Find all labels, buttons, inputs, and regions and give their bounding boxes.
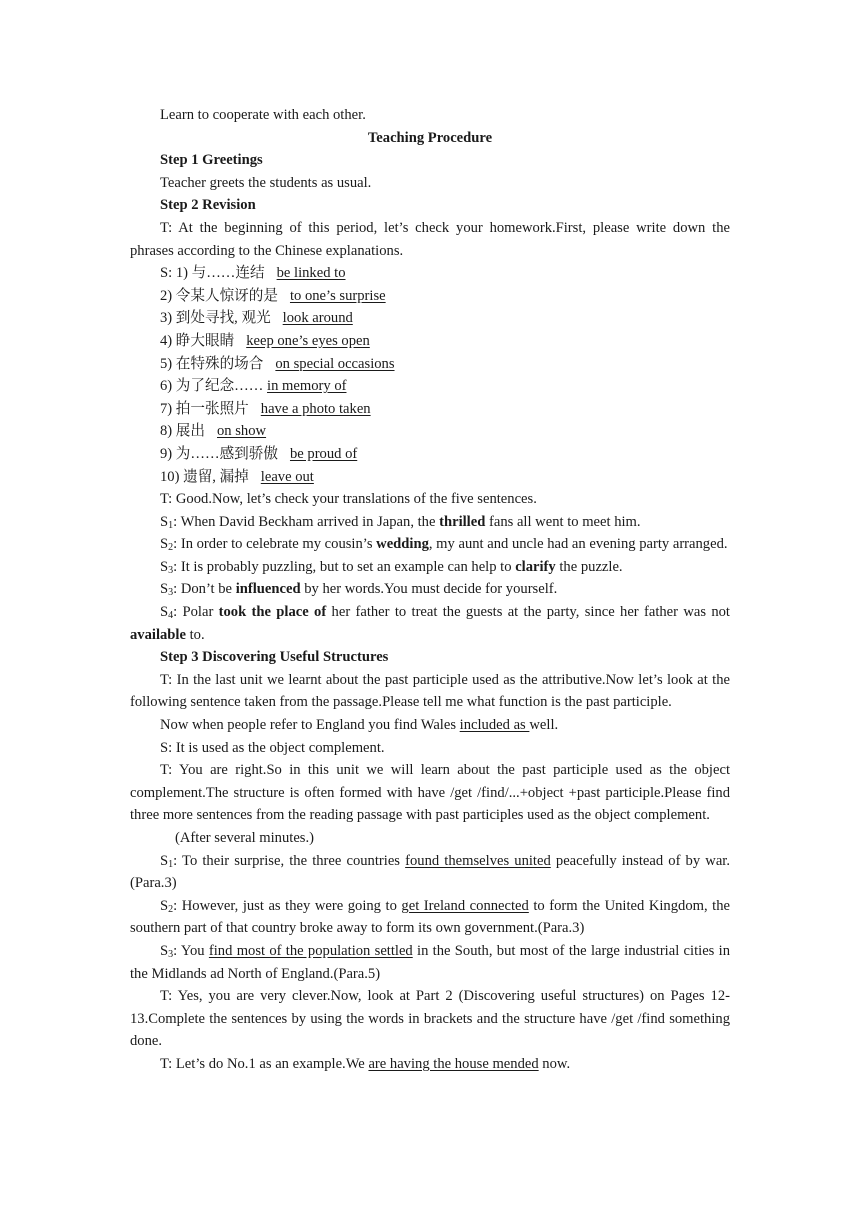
student-answer bbox=[130, 850, 730, 895]
step2-teacher-instruction: T: At the beginning of this period, let’s check your homework.First, please write down the phrases according to the Chinese explanations. bbox=[130, 219, 730, 259]
student-translation bbox=[130, 533, 730, 556]
student-translation bbox=[130, 601, 730, 646]
phrase-item bbox=[130, 375, 730, 398]
text: : Don’t be bbox=[173, 581, 236, 598]
phrase-english: be proud of bbox=[289, 445, 358, 462]
text: by her words.You must decide for yourself. bbox=[300, 581, 558, 598]
speaker-number: 3 bbox=[168, 564, 174, 576]
speaker: S bbox=[160, 942, 169, 959]
step3-teacher-instruction: T: In the last unit we learnt about the past participle used as the attributive.Now let’s look at the following sentence taken from the passage.Please tell me what function is the past participle. bbox=[130, 671, 730, 711]
example-sentence bbox=[130, 714, 730, 737]
phrase-item bbox=[130, 466, 730, 489]
text: : It is probably puzzling, but to set an example can help to bbox=[173, 558, 516, 575]
document-body bbox=[130, 104, 730, 1076]
student-translation bbox=[130, 556, 730, 579]
speaker: S bbox=[160, 852, 169, 869]
text: : Polar bbox=[173, 604, 219, 621]
speaker-number: 1 bbox=[168, 858, 174, 870]
underlined-phrase: get Ireland connected bbox=[401, 897, 529, 914]
speaker: S bbox=[160, 513, 169, 530]
text: in the South, but most of the large industrial cities in the Midlands ad North of England.(Para.5) bbox=[130, 942, 730, 982]
text: : You bbox=[173, 942, 209, 959]
speaker: S bbox=[160, 897, 169, 914]
step3-teacher-explanation: T: You are right.So in this unit we will learn about the past participle used as the object complement.The structure is often formed with have /get /find/...+object +past participle.Please find three more sentences from the reading passage with past participles used as the object complement. bbox=[130, 762, 730, 824]
phrase-english: to one’s surprise bbox=[289, 287, 386, 304]
keyword: clarify bbox=[515, 558, 556, 575]
phrase-item bbox=[130, 285, 730, 308]
text: to form the United Kingdom, the southern part of that country broke away to form its own government.(Para.3) bbox=[130, 897, 730, 937]
phrase-chinese: 4) 睁大眼睛 bbox=[160, 332, 235, 349]
phrase-english: be linked to bbox=[276, 265, 346, 282]
keyword: thrilled bbox=[439, 513, 486, 530]
phrase-english: keep one’s eyes open bbox=[246, 332, 370, 349]
phrase-english: have a photo taken bbox=[260, 400, 371, 417]
step3-teacher-task: T: Yes, you are very clever.Now, look at Part 2 (Discovering useful structures) on Pages 12-13.Complete the sentences by using the words in brackets and the structure have /get /find something done. bbox=[130, 988, 730, 1050]
text: the puzzle. bbox=[555, 558, 623, 575]
phrase-english: on show bbox=[217, 423, 267, 440]
phrase-chinese: S: 1) 与……连结 bbox=[160, 265, 265, 282]
text: now. bbox=[538, 1055, 571, 1072]
speaker-number: 1 bbox=[168, 519, 174, 531]
phrase-item bbox=[130, 398, 730, 421]
student-answer bbox=[130, 940, 730, 985]
speaker: S bbox=[160, 604, 169, 621]
step3-teacher-example bbox=[130, 1053, 730, 1076]
underlined-phrase: are having the house mended bbox=[368, 1055, 539, 1072]
speaker-number: 4 bbox=[168, 610, 174, 622]
speaker: S bbox=[160, 536, 169, 553]
phrase-chinese: 3) 到处寻找, 观光 bbox=[160, 310, 271, 327]
text: : To their surprise, the three countries bbox=[173, 852, 406, 869]
step3-heading: Step 3 Discovering Useful Structures bbox=[160, 649, 389, 666]
phrase-item bbox=[130, 330, 730, 353]
student-answer: S: It is used as the object complement. bbox=[160, 739, 385, 756]
underlined-phrase: found themselves united bbox=[405, 852, 551, 869]
phrase-chinese: 2) 令某人惊讶的是 bbox=[160, 287, 278, 304]
speaker: S bbox=[160, 558, 169, 575]
step1-text: Teacher greets the students as usual. bbox=[160, 174, 372, 191]
speaker-number: 3 bbox=[168, 587, 174, 599]
text: peacefully instead of by war.(Para.3) bbox=[130, 852, 731, 892]
keyword: wedding bbox=[376, 536, 429, 553]
phrase-english: leave out bbox=[260, 468, 314, 485]
phrase-item bbox=[130, 443, 730, 466]
phrase-chinese: 6) 为了纪念…… bbox=[160, 378, 264, 395]
text: : In order to celebrate my cousin’s bbox=[173, 536, 377, 553]
text: to. bbox=[185, 626, 205, 643]
text: , my aunt and uncle had an evening party arranged. bbox=[428, 536, 728, 553]
phrase-english: in memory of bbox=[267, 378, 347, 395]
student-answer bbox=[130, 895, 730, 940]
objective-line: Learn to cooperate with each other. bbox=[160, 107, 366, 123]
speaker-number: 3 bbox=[168, 948, 174, 960]
step1-heading: Step 1 Greetings bbox=[160, 152, 263, 169]
speaker-number: 2 bbox=[168, 542, 174, 554]
text: fans all went to meet him. bbox=[485, 513, 641, 530]
phrase-chinese: 9) 为……感到骄傲 bbox=[160, 445, 278, 462]
keyword: influenced bbox=[235, 581, 301, 598]
text: well. bbox=[529, 717, 559, 734]
text: : However, just as they were going to bbox=[173, 897, 402, 914]
phrase-chinese: 5) 在特殊的场合 bbox=[160, 355, 264, 372]
phrase-english: look around bbox=[282, 310, 353, 327]
phrase-item bbox=[130, 307, 730, 330]
phrase-chinese: 8) 展出 bbox=[160, 423, 205, 440]
text: T: Let’s do No.1 as an example.We bbox=[160, 1055, 369, 1072]
underlined-phrase: find most of the population settled bbox=[208, 942, 413, 959]
student-translation bbox=[130, 578, 730, 601]
stage-direction: (After several minutes.) bbox=[175, 830, 314, 846]
step2-teacher-followup: T: Good.Now, let’s check your translations of the five sentences. bbox=[160, 491, 537, 508]
step2-heading: Step 2 Revision bbox=[160, 197, 256, 214]
phrase-english: on special occasions bbox=[275, 355, 395, 372]
text: Now when people refer to England you find Wales bbox=[160, 717, 460, 734]
student-translation bbox=[130, 511, 730, 534]
phrase-chinese: 10) 遗留, 漏掉 bbox=[160, 468, 249, 485]
phrase-item bbox=[130, 420, 730, 443]
speaker: S bbox=[160, 581, 169, 598]
speaker-number: 2 bbox=[168, 903, 174, 915]
phrase-item bbox=[130, 262, 730, 285]
underlined-phrase: included as bbox=[459, 717, 530, 734]
keyword: available bbox=[130, 626, 186, 643]
text: her father to treat the guests at the party, since her father was not bbox=[326, 604, 730, 621]
keyword: took the place of bbox=[218, 604, 327, 621]
section-title: Teaching Procedure bbox=[367, 129, 493, 146]
phrase-item bbox=[130, 353, 730, 376]
text: : When David Beckham arrived in Japan, the bbox=[173, 513, 440, 530]
phrase-chinese: 7) 拍一张照片 bbox=[160, 400, 249, 417]
